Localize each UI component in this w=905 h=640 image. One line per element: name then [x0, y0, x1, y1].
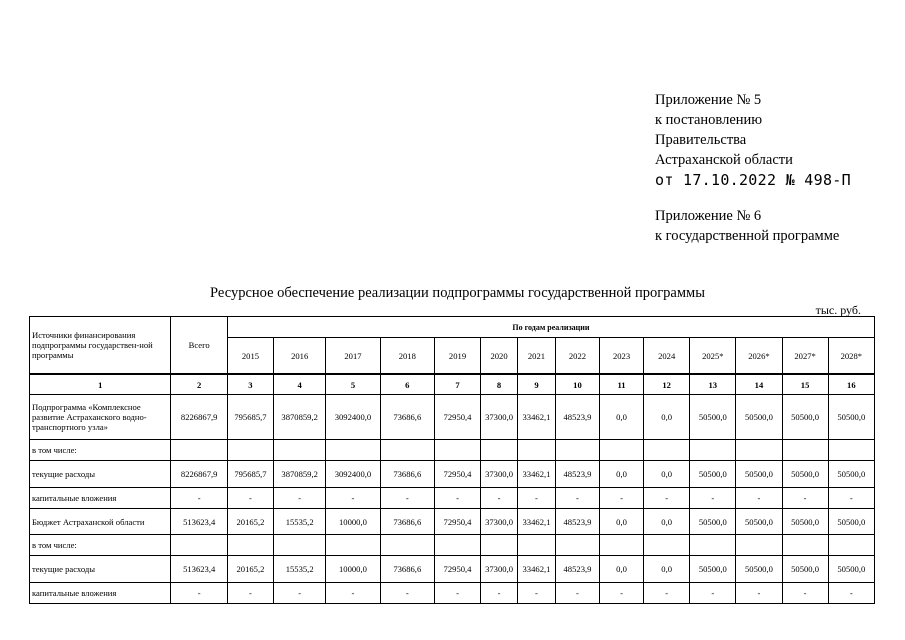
- table-cell: -: [736, 488, 782, 509]
- table-cell: 73686,6: [380, 461, 434, 488]
- table-cell: 0,0: [644, 461, 690, 488]
- table-cell: [644, 440, 690, 461]
- row-label: в том числе:: [30, 535, 171, 556]
- column-number: 16: [828, 374, 874, 395]
- table-cell: [555, 440, 599, 461]
- table-cell: 50500,0: [690, 461, 736, 488]
- table-cell: 72950,4: [434, 461, 480, 488]
- table-cell: [644, 535, 690, 556]
- table-cell: 37300,0: [481, 395, 518, 440]
- table-cell: -: [782, 583, 828, 604]
- table-cell: [600, 535, 644, 556]
- table-cell: [434, 440, 480, 461]
- header-year: 2025*: [690, 338, 736, 375]
- table-cell: -: [690, 583, 736, 604]
- table-cell: -: [600, 583, 644, 604]
- header-year: 2023: [600, 338, 644, 375]
- table-cell: 73686,6: [380, 509, 434, 535]
- table-cell: -: [171, 488, 227, 509]
- resource-table: [29, 316, 875, 604]
- table-cell: -: [380, 488, 434, 509]
- table-row: [30, 583, 875, 604]
- table-cell: [481, 440, 518, 461]
- table-cell: 50500,0: [828, 461, 874, 488]
- table-cell: -: [481, 488, 518, 509]
- table-cell: -: [690, 488, 736, 509]
- table-cell: [171, 440, 227, 461]
- table-cell: -: [380, 583, 434, 604]
- table-cell: 73686,6: [380, 556, 434, 583]
- table-cell: 72950,4: [434, 395, 480, 440]
- column-number: 1: [30, 374, 171, 395]
- column-number: 15: [782, 374, 828, 395]
- spacer: [655, 190, 851, 206]
- table-cell: -: [555, 488, 599, 509]
- table-cell: [274, 535, 326, 556]
- column-number: 12: [644, 374, 690, 395]
- table-cell: 50500,0: [690, 509, 736, 535]
- table-body: [30, 374, 875, 604]
- table-cell: 48523,9: [555, 556, 599, 583]
- table-cell: [828, 440, 874, 461]
- table-cell: [518, 535, 556, 556]
- table-cell: -: [782, 488, 828, 509]
- table-cell: -: [600, 488, 644, 509]
- table-row: [30, 461, 875, 488]
- document-title-wrap: [0, 285, 905, 302]
- table-cell: 50500,0: [736, 509, 782, 535]
- column-numbers-row: [30, 374, 875, 395]
- header-year: 2028*: [828, 338, 874, 375]
- table-cell: 33462,1: [518, 556, 556, 583]
- table-cell: [690, 535, 736, 556]
- row-label: текущие расходы: [30, 461, 171, 488]
- table-cell: 3870859,2: [274, 395, 326, 440]
- row-label: в том числе:: [30, 440, 171, 461]
- table-row: [30, 509, 875, 535]
- table-cell: 37300,0: [481, 461, 518, 488]
- table-cell: -: [518, 583, 556, 604]
- column-number: 4: [274, 374, 326, 395]
- table-cell: 50500,0: [828, 556, 874, 583]
- column-number: 10: [555, 374, 599, 395]
- table-cell: [274, 440, 326, 461]
- table-cell: [171, 535, 227, 556]
- column-number: 7: [434, 374, 480, 395]
- table-cell: 50500,0: [782, 509, 828, 535]
- column-number: 13: [690, 374, 736, 395]
- table-cell: 50500,0: [782, 556, 828, 583]
- table-cell: [434, 535, 480, 556]
- table-cell: 3870859,2: [274, 461, 326, 488]
- header-year: 2015: [227, 338, 273, 375]
- column-number: 9: [518, 374, 556, 395]
- table-cell: -: [644, 583, 690, 604]
- table-cell: -: [171, 583, 227, 604]
- table-cell: [690, 440, 736, 461]
- header-year: 2020: [481, 338, 518, 375]
- table-cell: [326, 440, 380, 461]
- row-label: текущие расходы: [30, 556, 171, 583]
- column-number: 6: [380, 374, 434, 395]
- table-cell: 50500,0: [828, 509, 874, 535]
- document-title: Ресурсное обеспечение реализации подпрограммы государственной программы: [210, 285, 705, 301]
- table-cell: [227, 535, 273, 556]
- table-cell: [380, 535, 434, 556]
- table-cell: 20165,2: [227, 509, 273, 535]
- column-number: 5: [326, 374, 380, 395]
- column-number: 11: [600, 374, 644, 395]
- table-cell: [518, 440, 556, 461]
- table-cell: 48523,9: [555, 509, 599, 535]
- table-cell: 73686,6: [380, 395, 434, 440]
- table-cell: 50500,0: [828, 395, 874, 440]
- table-cell: 48523,9: [555, 395, 599, 440]
- table-cell: [828, 535, 874, 556]
- row-label: Подпрограмма «Комплексное развитие Астраханского водно-транспортного узла»: [30, 395, 171, 440]
- table-cell: -: [326, 583, 380, 604]
- table-cell: 20165,2: [227, 556, 273, 583]
- row-label: капитальные вложения: [30, 488, 171, 509]
- table-cell: -: [736, 583, 782, 604]
- header-total: Всего: [171, 317, 227, 375]
- table-cell: -: [555, 583, 599, 604]
- header-year: 2018: [380, 338, 434, 375]
- table-cell: -: [434, 583, 480, 604]
- header-year: 2024: [644, 338, 690, 375]
- table-cell: 0,0: [600, 461, 644, 488]
- table-row: [30, 535, 875, 556]
- table-cell: 50500,0: [782, 395, 828, 440]
- table-cell: 513623,4: [171, 556, 227, 583]
- appendix-line: к постановлению: [655, 112, 763, 128]
- table-cell: [736, 535, 782, 556]
- row-label: Бюджет Астраханской области: [30, 509, 171, 535]
- table-cell: [380, 440, 434, 461]
- header-year: 2019: [434, 338, 480, 375]
- appendix-line: к государственной программе: [655, 228, 840, 244]
- table-cell: [782, 535, 828, 556]
- table-cell: 795685,7: [227, 461, 273, 488]
- table-cell: [227, 440, 273, 461]
- table-cell: [600, 440, 644, 461]
- table-cell: 33462,1: [518, 509, 556, 535]
- appendix-line: Приложение № 5: [655, 92, 762, 108]
- units-label: тыс. руб.: [815, 303, 861, 317]
- appendix-line: Правительства: [655, 132, 747, 148]
- table-cell: 3092400,0: [326, 395, 380, 440]
- table-row: [30, 395, 875, 440]
- decree-date-line: от 17.10.2022 № 498-П: [655, 171, 851, 189]
- table-cell: 48523,9: [555, 461, 599, 488]
- table-cell: -: [227, 488, 273, 509]
- table-cell: -: [274, 583, 326, 604]
- table-cell: 15535,2: [274, 509, 326, 535]
- table-cell: [555, 535, 599, 556]
- table-cell: [481, 535, 518, 556]
- table-cell: 10000,0: [326, 509, 380, 535]
- column-number: 2: [171, 374, 227, 395]
- table-row: [30, 556, 875, 583]
- table-cell: 8226867,9: [171, 395, 227, 440]
- table-cell: 0,0: [600, 395, 644, 440]
- table-row: [30, 440, 875, 461]
- table-cell: 33462,1: [518, 395, 556, 440]
- header-by-years: По годам реализации: [227, 317, 874, 338]
- table-cell: 50500,0: [736, 395, 782, 440]
- row-label: капитальные вложения: [30, 583, 171, 604]
- header-year: 2027*: [782, 338, 828, 375]
- table-cell: [736, 440, 782, 461]
- appendix-line: Астраханской области: [655, 152, 793, 168]
- table-cell: -: [644, 488, 690, 509]
- column-number: 8: [481, 374, 518, 395]
- table-cell: 0,0: [644, 395, 690, 440]
- appendix-line: Приложение № 6: [655, 208, 762, 224]
- table-cell: 795685,7: [227, 395, 273, 440]
- table-cell: 0,0: [644, 509, 690, 535]
- table-cell: 3092400,0: [326, 461, 380, 488]
- table-cell: [326, 535, 380, 556]
- header-year: 2021: [518, 338, 556, 375]
- table-cell: 72950,4: [434, 556, 480, 583]
- table-cell: 15535,2: [274, 556, 326, 583]
- table-cell: 10000,0: [326, 556, 380, 583]
- table-cell: -: [828, 583, 874, 604]
- table-cell: -: [481, 583, 518, 604]
- table-cell: [782, 440, 828, 461]
- table-cell: 50500,0: [736, 461, 782, 488]
- table-cell: 50500,0: [690, 395, 736, 440]
- table-cell: 513623,4: [171, 509, 227, 535]
- table-cell: -: [274, 488, 326, 509]
- table-cell: 72950,4: [434, 509, 480, 535]
- table-cell: 0,0: [600, 509, 644, 535]
- table-cell: 33462,1: [518, 461, 556, 488]
- table-cell: -: [434, 488, 480, 509]
- header-year: 2017: [326, 338, 380, 375]
- appendix-block: [655, 90, 851, 246]
- table-cell: 0,0: [644, 556, 690, 583]
- header-year: 2016: [274, 338, 326, 375]
- column-number: 14: [736, 374, 782, 395]
- table-cell: -: [828, 488, 874, 509]
- table-cell: 50500,0: [736, 556, 782, 583]
- header-source: Источники финансирования подпрограммы государствен-ной программы: [30, 317, 171, 375]
- table-cell: 37300,0: [481, 509, 518, 535]
- table-cell: 0,0: [600, 556, 644, 583]
- table-cell: -: [227, 583, 273, 604]
- table-cell: -: [518, 488, 556, 509]
- table-row: [30, 488, 875, 509]
- table-cell: -: [326, 488, 380, 509]
- table-cell: 50500,0: [690, 556, 736, 583]
- table-cell: 37300,0: [481, 556, 518, 583]
- column-number: 3: [227, 374, 273, 395]
- table-cell: 50500,0: [782, 461, 828, 488]
- header-year: 2022: [555, 338, 599, 375]
- table-cell: 8226867,9: [171, 461, 227, 488]
- header-year: 2026*: [736, 338, 782, 375]
